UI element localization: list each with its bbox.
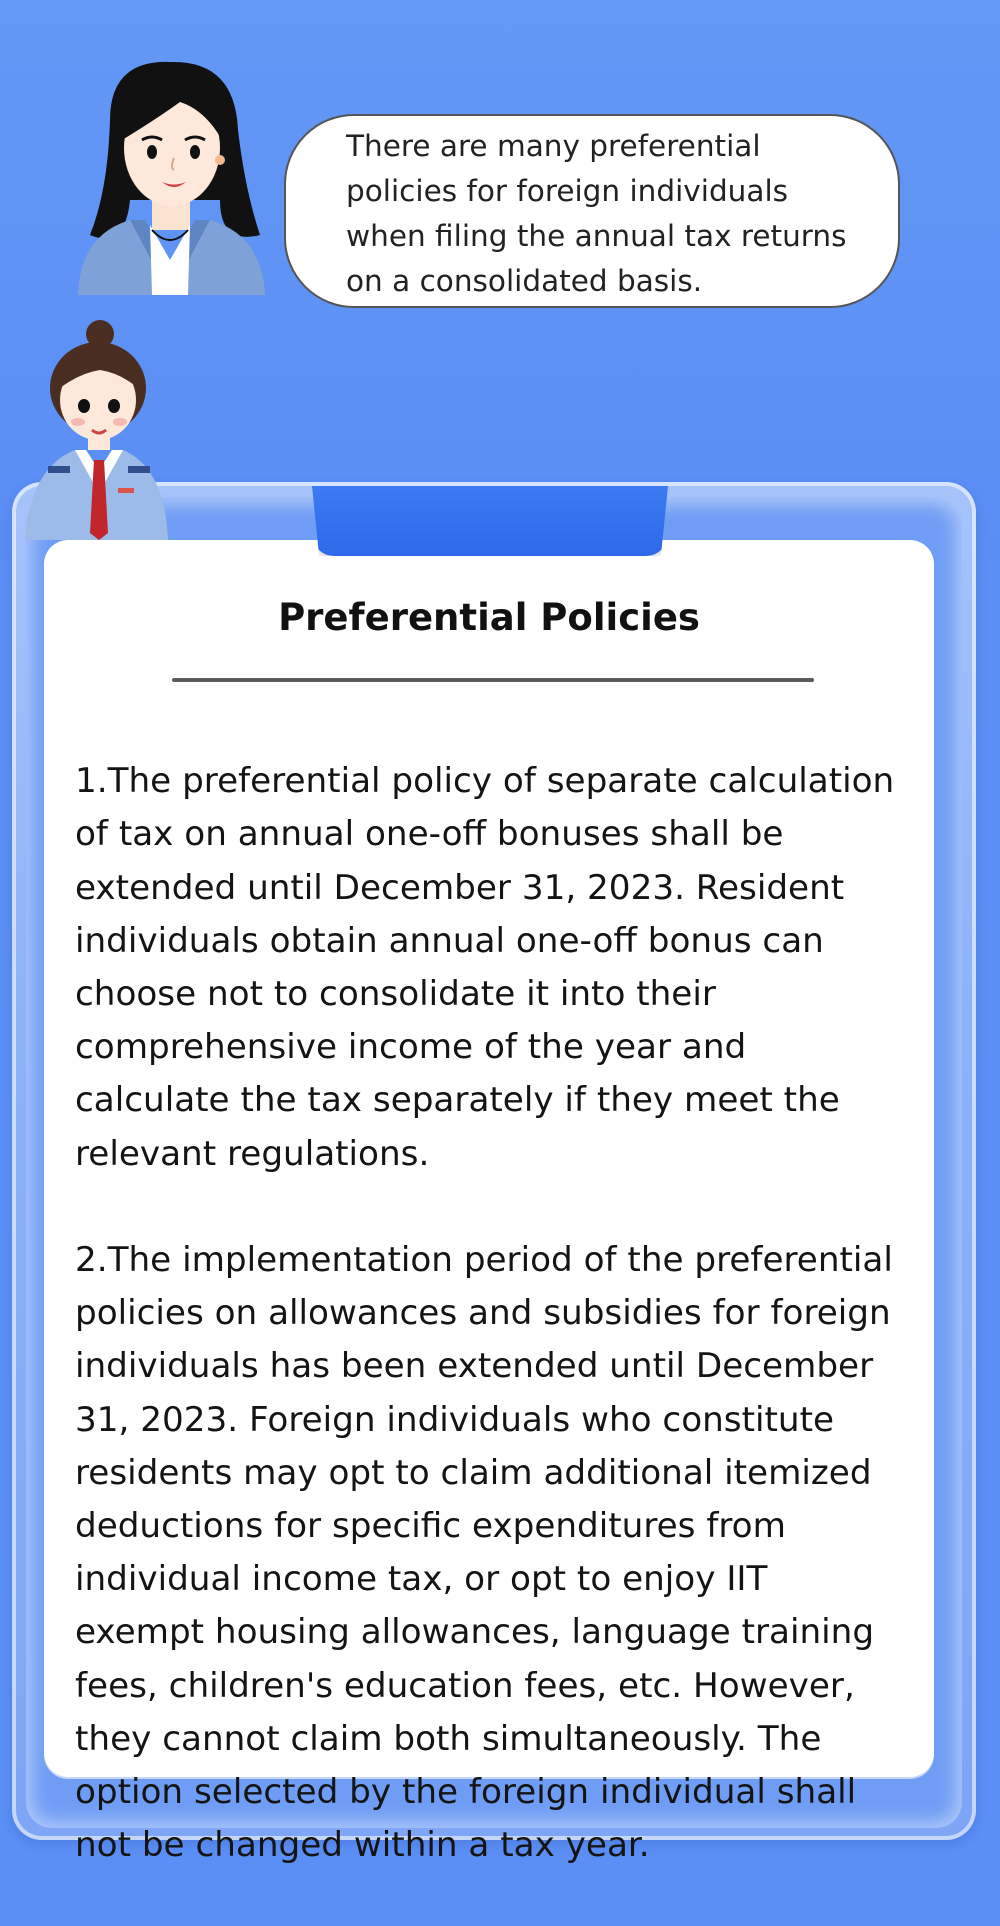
policy-list	[75, 702, 935, 1926]
policy-item-1: 1.The preferential policy of separate calculation of tax on annual one-off bonuses shall be extended until December 31, 2023. Resident individuals obtain annual one-off bonus can choose not to consolidate it into their comprehensive income of the year and calculate the tax separately if they meet the relevant regulations.	[75, 761, 895, 1174]
speech-bubble-text: There are many preferential policies for foreign individuals when filing the annual tax returns on a consolidated basis.	[346, 129, 847, 298]
tax-officer-avatar-icon	[20, 318, 170, 540]
woman-avatar-icon	[70, 60, 270, 295]
title-divider	[172, 678, 814, 682]
card-title: Preferential Policies	[278, 596, 700, 639]
speech-bubble	[284, 114, 900, 308]
policy-item-2: 2.The implementation period of the preferential policies on allowances and subsidies for foreign individuals has been extended until December 31, 2023. Foreign individuals who constitute residents may opt to claim additional itemized deductions for specific expenditures from individual income tax, or opt to enjoy IIT exempt housing allowances, language training fees, children's education fees, etc. However, they cannot claim both simultaneously. The option selected by the foreign individual shall not be changed within a tax year.	[75, 1240, 893, 1866]
card-tab	[312, 486, 668, 556]
